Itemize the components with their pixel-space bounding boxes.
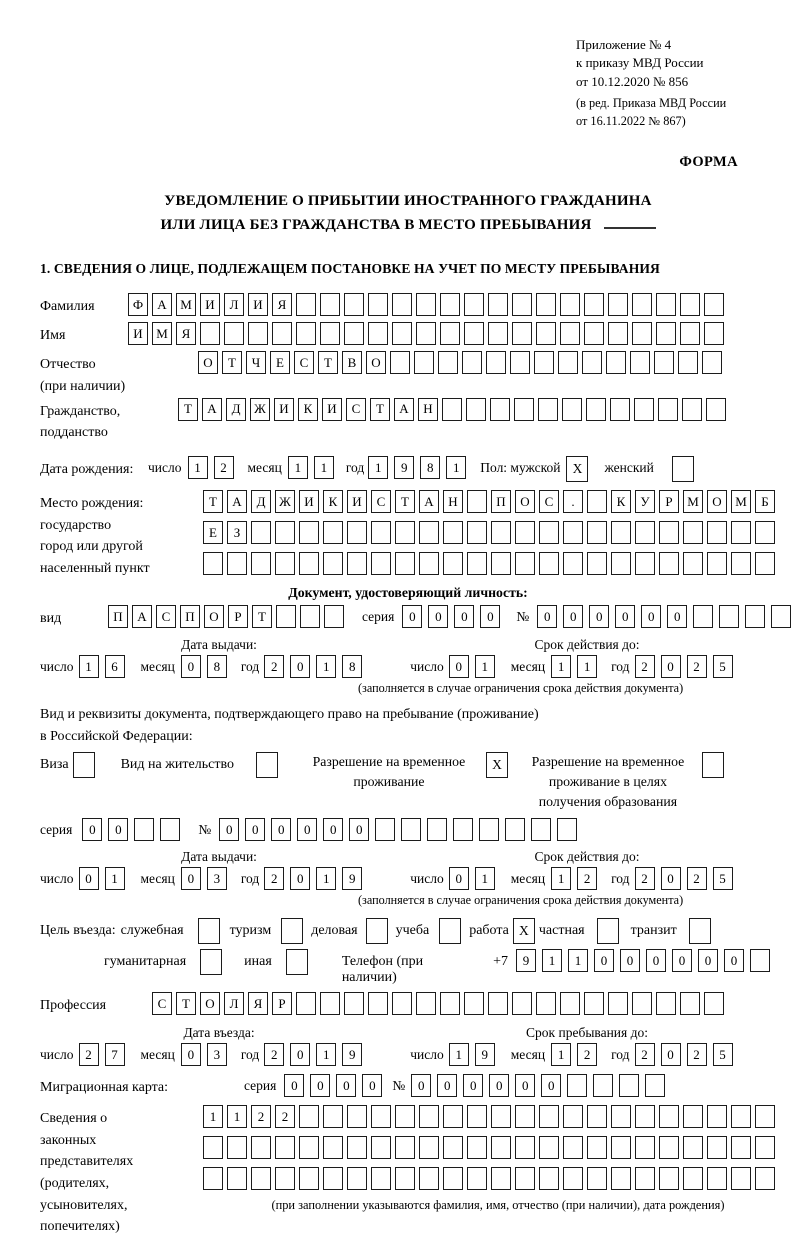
issue-date-header: Дата выдачи: [181,637,257,653]
sex-male-checkbox[interactable]: X [566,456,588,482]
name-row [40,322,776,346]
expiry-note: (заполняется в случае ограничения срока действия документа) [358,681,684,696]
year-label: год [240,659,260,675]
visit-purpose-label: Цель въезда: [40,923,116,939]
birth-place-line3-cells[interactable] [203,552,779,575]
name-cells[interactable]: И М Я [128,322,728,345]
residence-doc-intro1: Вид и реквизиты документа, подтверждающего право на пребывание (проживание) [40,707,539,723]
birth-place-label: Место рождения: государство город или другой населенный пункт [40,496,150,577]
day-label: число [40,871,74,887]
migration-series-label: серия [244,1078,277,1094]
residence-permit-label: Вид на жительство [120,757,234,773]
stay-year-cells[interactable]: 2 0 2 5 [635,1043,739,1066]
form-title [40,189,776,237]
purpose-other-checkbox[interactable] [286,949,308,975]
name-label: Имя [40,328,66,344]
year-label: год [345,460,365,476]
identity-doc-header: Документ, удостоверяющий личность: [288,585,528,601]
residence-number-label: № [198,822,212,838]
visit-purpose-row [40,918,776,944]
sex-female-label: женский [604,460,654,476]
temp-permit-label: Разрешение на временное проживание [312,754,466,790]
expiry-date-header: Срок действия до: [534,637,640,653]
month-label: месяц [510,1047,546,1063]
day-label: число [410,871,444,887]
residence-issue-year-cells[interactable]: 2 0 1 9 [264,867,368,890]
entry-date-headers [40,1025,776,1041]
temp-permit-option [300,752,508,792]
stay-until-header: Срок пребывания до: [526,1025,648,1041]
temp-permit-edu-checkbox[interactable] [702,752,724,778]
representatives-row [40,1105,776,1238]
visa-checkbox[interactable] [73,752,95,778]
residence-issue-month-cells[interactable]: 0 3 [181,867,233,890]
day-label: число [40,659,74,675]
surname-label: Фамилия [40,299,95,315]
doc-series-cells[interactable]: 0 0 0 0 [402,605,506,628]
doc-number-cells[interactable]: 0 0 0 0 0 0 [537,605,797,628]
appendix-reference [576,36,776,130]
expiry-note: (заполняется в случае ограничения срока действия документа) [358,893,684,908]
appendix-line: к приказу МВД России [576,55,704,71]
stay-day-cells[interactable]: 1 9 [449,1043,501,1066]
migration-series-cells[interactable]: 0 0 0 0 [284,1074,388,1097]
temp-permit-checkbox[interactable]: X [486,752,508,778]
residence-series-cells[interactable]: 0 0 [82,818,186,841]
purpose-business-label: деловая [311,923,358,939]
purpose-tourism-label: туризм [229,923,272,939]
birth-day-cells[interactable]: 1 2 [188,456,240,479]
migration-number-cells[interactable]: 0 0 0 0 0 0 [411,1074,671,1097]
year-label: год [240,871,260,887]
migration-card-row [40,1074,776,1098]
entry-date-header: Дата въезда: [183,1025,255,1041]
purpose-transit-checkbox[interactable] [689,918,711,944]
entry-dates-row [40,1043,776,1066]
patronymic-cells[interactable]: О Т Ч Е С Т В О [198,351,726,374]
migration-card-label: Миграционная карта: [40,1080,169,1096]
birth-date-row [40,456,776,482]
birth-date-label: Дата рождения: [40,462,134,478]
residence-doc-date-headers [40,849,776,865]
birth-place-cells-block [203,490,779,583]
appendix-line: от 16.11.2022 № 867) [576,113,686,128]
month-label: месяц [140,1047,175,1063]
day-label: число [40,1047,74,1063]
appendix-line: Приложение № 4 [576,37,672,52]
purpose-work-label: работа [469,923,509,939]
residence-permit-checkbox[interactable] [256,752,278,778]
visa-label: Виза [40,757,69,773]
patronymic-row [40,351,776,397]
birth-place-line2-cells[interactable]: Е З [203,521,779,544]
residence-expiry-day-cells[interactable]: 0 1 [449,867,501,890]
form-title-line2: ИЛИ ЛИЦА БЕЗ ГРАЖДАНСТВА В МЕСТО ПРЕБЫВАНИЯ [40,213,776,237]
visa-option [40,752,95,778]
day-label: число [410,1047,444,1063]
residence-expiry-month-cells[interactable]: 1 2 [551,867,603,890]
doc-issue-month-cells[interactable]: 0 8 [181,655,233,678]
representatives-line2-cells[interactable] [203,1136,793,1159]
profession-cells[interactable]: С Т О Л Я Р [152,992,728,1015]
citizenship-cells[interactable]: Т А Д Ж И К И С Т А Н [178,398,730,421]
purpose-tourism-checkbox[interactable] [281,918,303,944]
entry-month-cells[interactable]: 0 3 [181,1043,233,1066]
phone-cells[interactable]: 9 1 1 0 0 0 0 0 0 [516,949,776,972]
sex-female-checkbox[interactable] [672,456,694,482]
residence-doc-dates-row [40,867,776,890]
entry-year-cells[interactable]: 2 0 1 9 [264,1043,368,1066]
profession-label: Профессия [40,998,107,1014]
residence-doc-intro2: в Российской Федерации: [40,729,193,745]
residence-number-cells[interactable]: 0 0 0 0 0 0 [219,818,583,841]
purpose-study-label: учеба [395,923,430,939]
residence-permit-option [121,752,278,778]
year-label: год [240,1047,260,1063]
doc-expiry-year-cells[interactable]: 2 0 2 5 [635,655,739,678]
month-label: месяц [140,659,175,675]
appendix-line: от 10.12.2020 № 856 [576,73,689,89]
representatives-note: (при заполнении указываются фамилия, имя, отчество (при наличии), дата рождения) [271,1198,725,1213]
day-label: число [410,659,444,675]
representatives-line1-cells[interactable]: 1 1 2 2 [203,1105,793,1128]
birth-place-line1-cells[interactable]: Т А Д Ж И К И С Т А Н П О С . К У Р М О М Б [203,490,779,513]
section1-title: 1. СВЕДЕНИЯ О ЛИЦЕ, ПОДЛЕЖАЩЕМ ПОСТАНОВКЕ НА УЧЕТ ПО МЕСТУ ПРЕБЫВАНИЯ [40,261,660,277]
temp-permit-edu-option [522,752,724,812]
issue-date-header: Дата выдачи: [181,849,257,865]
doc-expiry-day-cells[interactable]: 0 1 [449,655,501,678]
doc-issue-day-cells[interactable]: 1 6 [79,655,131,678]
doc-issue-year-cells[interactable]: 2 0 1 8 [264,655,368,678]
phone-prefix: +7 [493,954,508,970]
migration-number-label: № [392,1078,406,1094]
representatives-label: Сведения о законных представителях (родителях, усыновителях, попечителях) [40,1111,134,1235]
purpose-private-checkbox[interactable] [597,918,619,944]
purpose-business-checkbox[interactable] [366,918,388,944]
appendix-line: (в ред. Приказа МВД России [576,96,727,111]
month-label: месяц [140,871,175,887]
doc-expiry-month-cells[interactable]: 1 1 [551,655,603,678]
form-title-line1: УВЕДОМЛЕНИЕ О ПРИБЫТИИ ИНОСТРАННОГО ГРАЖДАНИНА [164,193,652,210]
purpose-transit-label: транзит [630,923,677,939]
day-label: число [148,460,182,476]
residence-doc-series-row [40,818,776,841]
birth-month-cells[interactable]: 1 1 [288,456,340,479]
representatives-line3-cells[interactable] [203,1167,793,1190]
month-label: месяц [247,460,282,476]
patronymic-label: Отчество (при наличии) [40,357,126,394]
purpose-work-checkbox[interactable]: X [513,918,535,944]
purpose-study-checkbox[interactable] [439,918,461,944]
doc-type-label: вид [40,611,62,627]
doc-series-label: серия [362,609,395,625]
sex-label: Пол: мужской [480,460,561,476]
surname-cells[interactable]: Ф А М И Л И Я [128,293,728,316]
residence-doc-options-row [40,752,776,812]
residence-issue-day-cells[interactable]: 0 1 [79,867,131,890]
residence-expiry-year-cells[interactable]: 2 0 2 5 [635,867,739,890]
phone-label: Телефон (при наличии) [341,954,424,986]
profession-row [40,992,776,1016]
year-label: год [611,1047,630,1063]
month-label: месяц [510,871,546,887]
entry-day-cells[interactable]: 2 7 [79,1043,131,1066]
purpose-official-label: служебная [120,923,184,939]
doc-type-cells[interactable]: П А С П О Р Т [108,605,348,628]
temp-permit-edu-label: Разрешение на временное проживание в целях получения образования [531,754,685,810]
title-blank-line [604,216,656,229]
stay-month-cells[interactable]: 1 2 [551,1043,603,1066]
citizenship-row [40,398,776,444]
identity-doc-dates-row [40,655,776,678]
doc-number-label: № [516,609,530,625]
visit-purpose-row2 [40,949,776,986]
purpose-humanitarian-checkbox[interactable] [200,949,222,975]
birth-place-row [40,490,776,583]
representatives-cells-block [203,1105,793,1213]
birth-year-cells[interactable]: 1 9 8 1 [368,456,472,479]
identity-doc-date-headers [40,637,776,653]
expiry-date-header: Срок действия до: [534,849,640,865]
surname-row [40,293,776,317]
year-label: год [611,659,630,675]
purpose-other-label: иная [244,954,272,970]
purpose-official-checkbox[interactable] [198,918,220,944]
purpose-humanitarian-label: гуманитарная [104,954,187,970]
purpose-private-label: частная [538,923,585,939]
year-label: год [611,871,630,887]
identity-doc-type-row [40,605,776,629]
month-label: месяц [510,659,546,675]
citizenship-label: Гражданство, подданство [40,403,121,441]
forma-label: ФОРМА [679,154,738,171]
residence-series-label: серия [40,822,73,838]
